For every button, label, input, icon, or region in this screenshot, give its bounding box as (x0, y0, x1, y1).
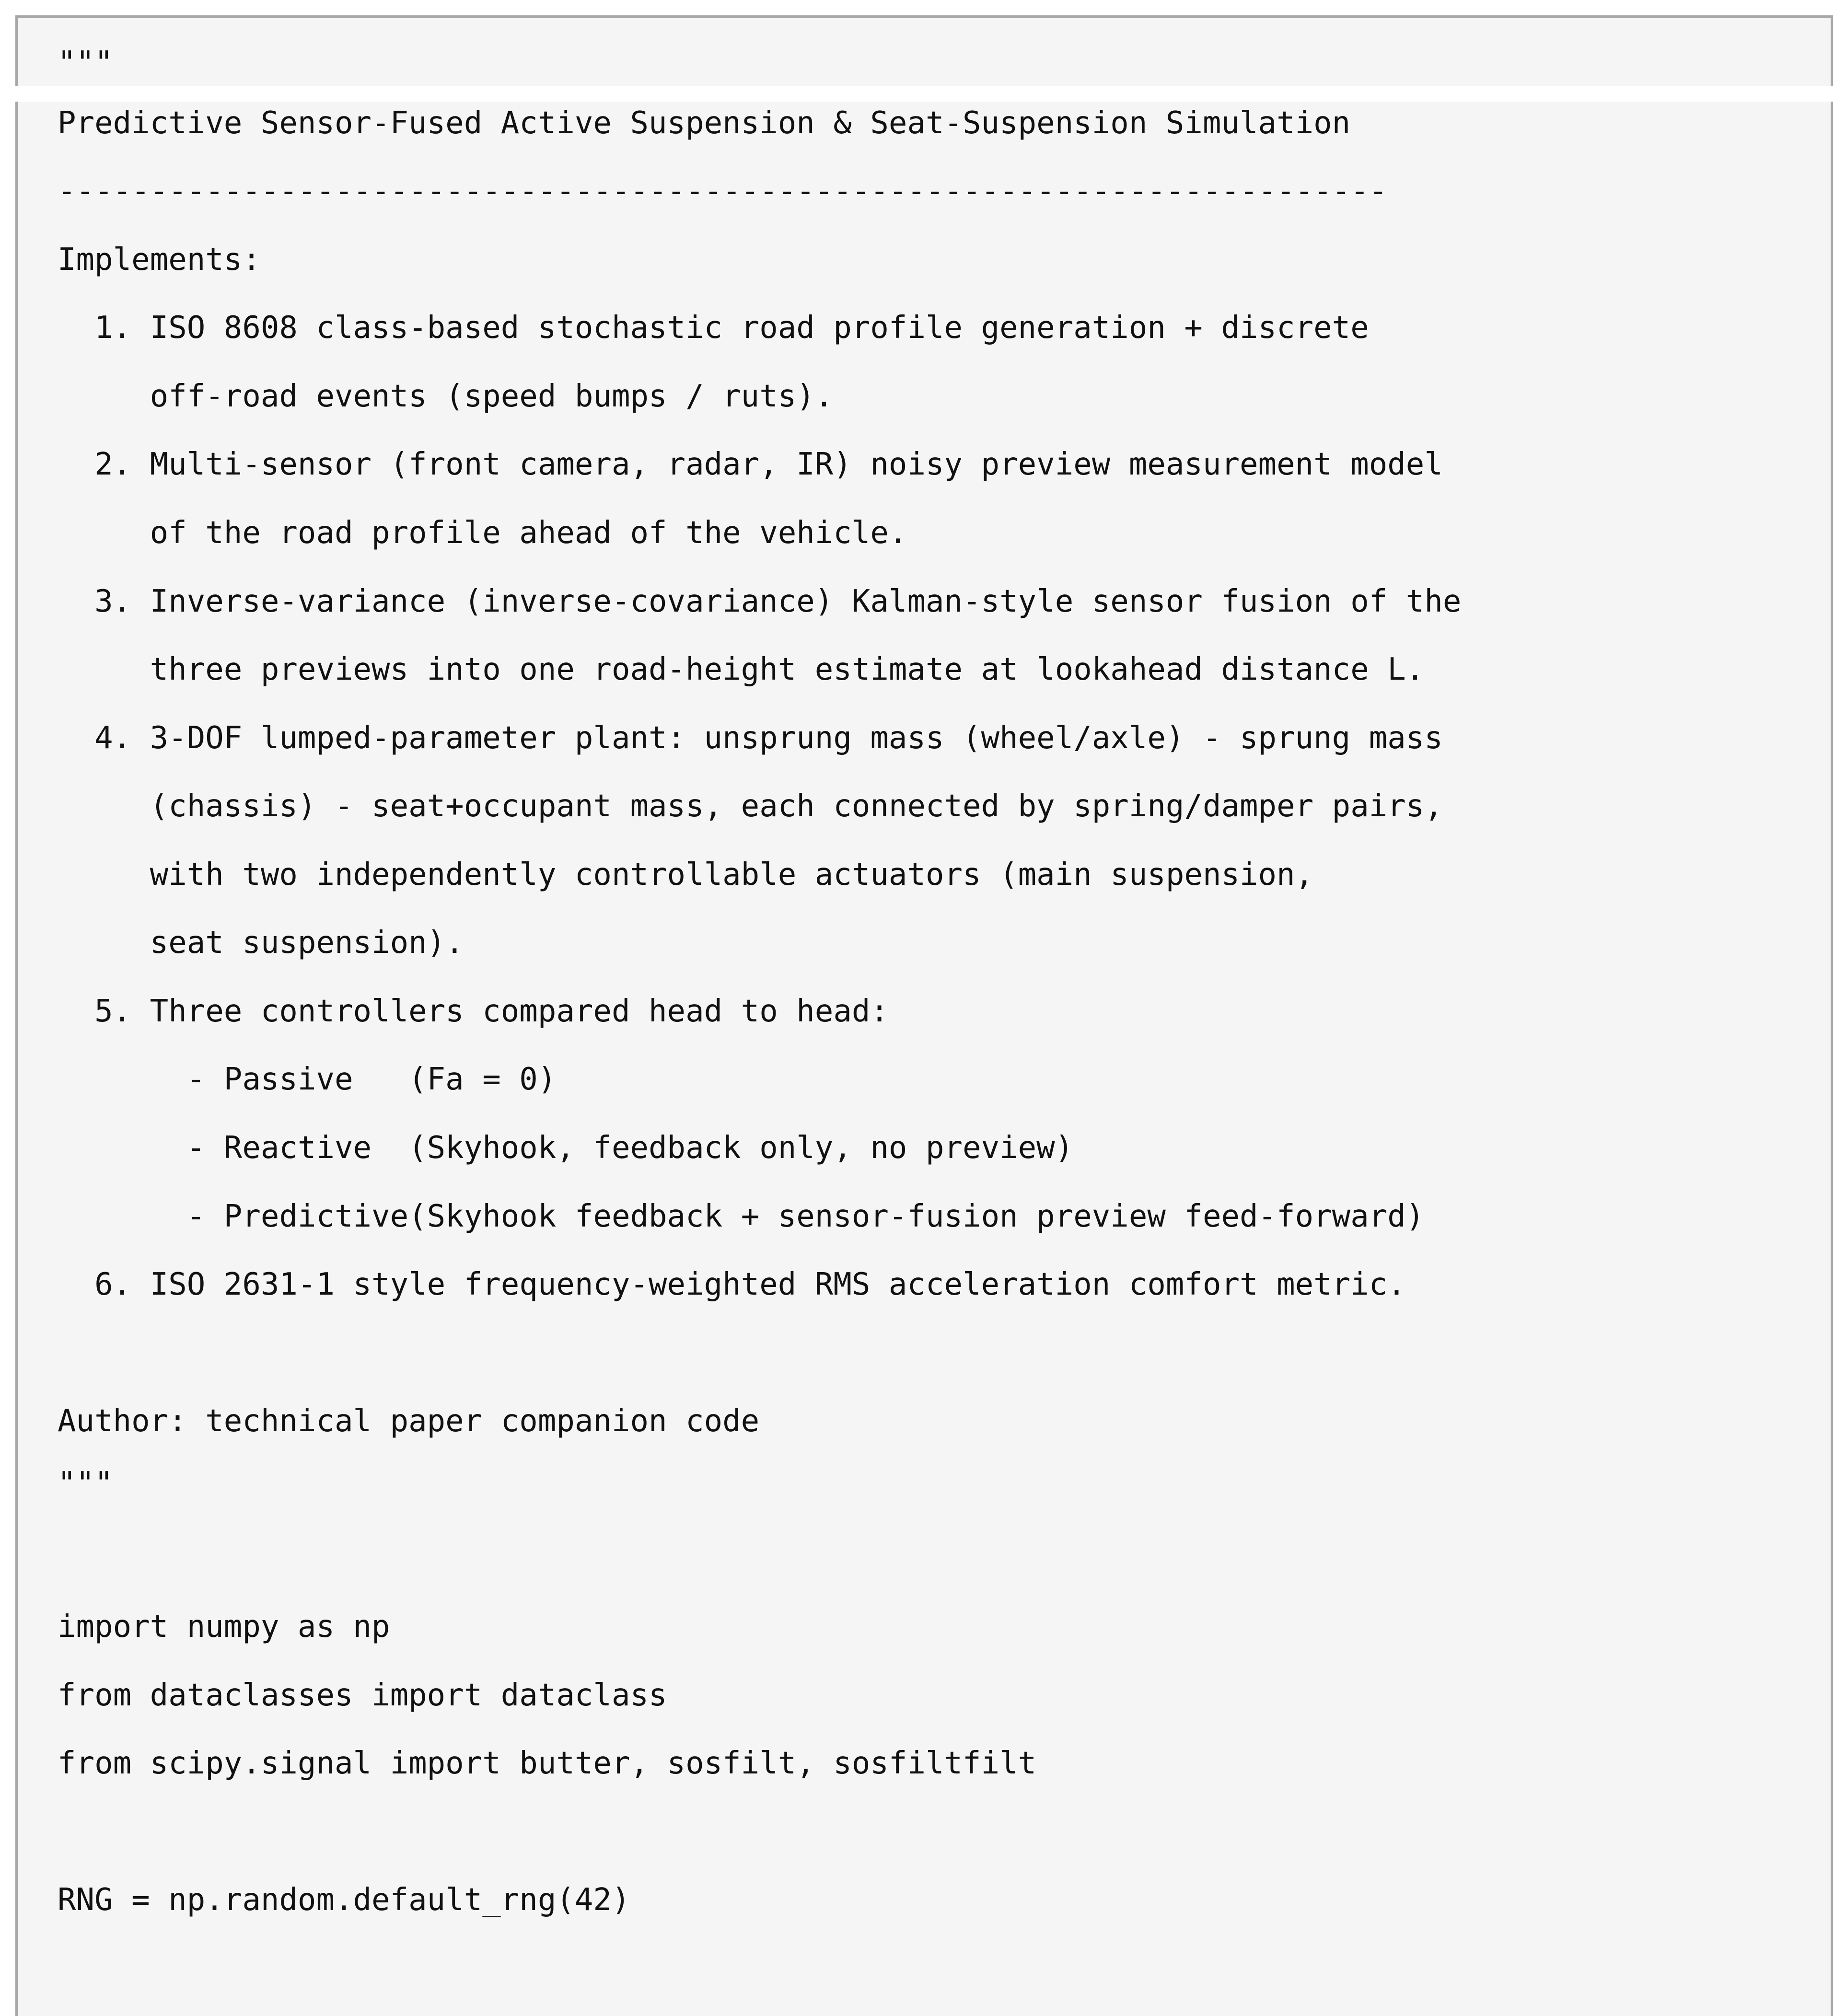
code-line: """ (58, 1466, 113, 1501)
code-line: 2. Multi-sensor (front camera, radar, IR) noisy preview measurement model (58, 447, 1443, 482)
code-line: from dataclasses import dataclass (58, 1678, 667, 1713)
code-line: with two independently controllable actuators (main suspension, (58, 857, 1314, 892)
code-line: 5. Three controllers compared head to head: (58, 994, 889, 1029)
code-line: RNG = np.random.default_rng(42) (58, 1882, 630, 1918)
code-line: 1. ISO 8608 class-based stochastic road profile generation + discrete (58, 310, 1369, 346)
code-line: Author: technical paper companion code (58, 1403, 760, 1439)
code-line: - Reactive (Skyhook, feedback only, no preview) (58, 1130, 1074, 1166)
code-line: off-road events (speed bumps / ruts). (58, 379, 834, 414)
code-line: 6. ISO 2631-1 style frequency-weighted RMS acceleration comfort metric. (58, 1267, 1406, 1302)
code-line: (chassis) - seat+occupant mass, each connected by spring/damper pairs, (58, 788, 1443, 824)
code-line: - Predictive(Skyhook feedback + sensor-fusion preview feed-forward) (58, 1199, 1425, 1234)
code-line: of the road profile ahead of the vehicle. (58, 515, 907, 551)
code-line: import numpy as np (58, 1609, 390, 1645)
code-line: from scipy.signal import butter, sosfilt, sosfiltfilt (58, 1746, 1037, 1781)
code-line: - Passive (Fa = 0) (58, 1062, 557, 1097)
code-line: Predictive Sensor-Fused Active Suspension & Seat-Suspension Simulation (58, 105, 1351, 141)
code-block (15, 102, 1833, 2016)
code-line: Implements: (58, 242, 261, 278)
code-block-header (15, 15, 1833, 86)
code-line: three previews into one road-height estimate at lookahead distance L. (58, 652, 1425, 687)
code-line: 4. 3-DOF lumped-parameter plant: unsprung mass (wheel/axle) - sprung mass (58, 720, 1443, 756)
code-line: 3. Inverse-variance (inverse-covariance) Kalman-style sensor fusion of the (58, 584, 1462, 619)
docstring-open-quotes: """ (58, 45, 113, 81)
code-line: seat suspension). (58, 925, 464, 961)
code-line: ------------------------------------------------------------------------ (58, 174, 1388, 209)
